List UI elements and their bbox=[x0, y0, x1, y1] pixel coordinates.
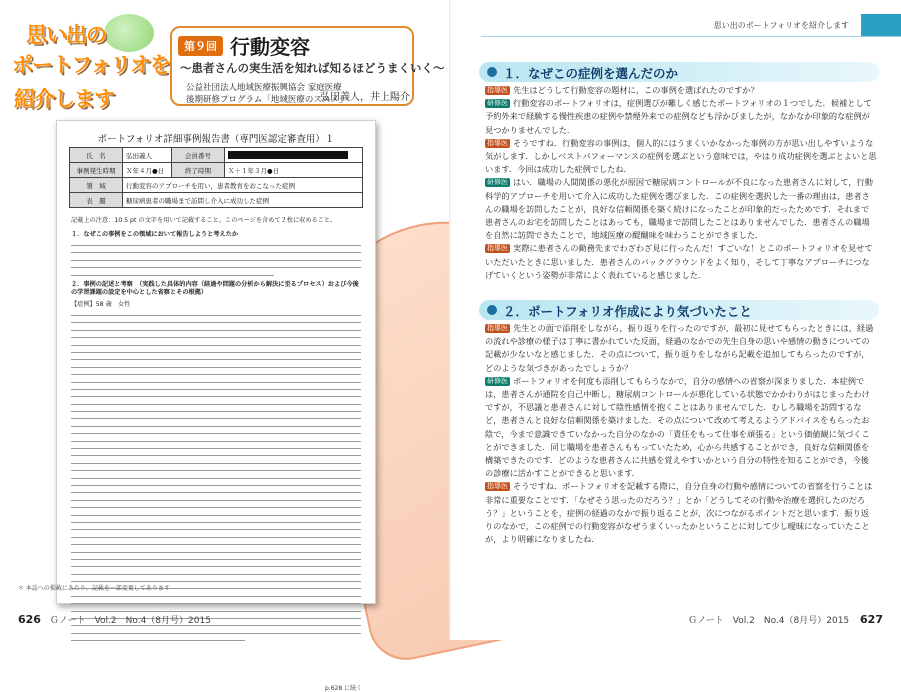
text-line bbox=[71, 552, 361, 553]
bullet-icon bbox=[487, 305, 497, 315]
text-line bbox=[71, 633, 361, 634]
text-line bbox=[71, 485, 361, 486]
text-line bbox=[71, 515, 361, 516]
dialog-teacher bbox=[485, 84, 877, 97]
text-line bbox=[71, 374, 361, 375]
dialog-teacher bbox=[485, 242, 877, 282]
bullet-icon bbox=[487, 67, 497, 77]
episode-title: 行動変容 bbox=[230, 35, 310, 59]
teacher-tag: 指導医 bbox=[487, 482, 508, 491]
cell-value: Ｘ＋１年３月●日 bbox=[225, 163, 363, 178]
right-page bbox=[451, 0, 901, 640]
text-line bbox=[71, 396, 361, 397]
redaction-bar bbox=[228, 151, 348, 159]
report-info-table bbox=[69, 147, 363, 208]
org-line: 公益社団法人地域医療振興協会 家庭医療 bbox=[186, 83, 342, 93]
right-folio bbox=[688, 613, 883, 626]
dialog-text: ポートフォリオを何度も添削してもらうなかで，自分の感情への省察が深まりました．本症例では，患者さんが通院を自己中断し，糖尿病コントロールが悪化している状態でかかわりがはじまったわけですが，不思議と患者さんに対して陰性感情を抱くことはありませんでした．むしろ職場を訪問するなど，患者さんと良好な信頼関係を築けました．その点について改めて考えるようアドバイスをもらったお陰で，今まで意識できていなかった自分のなかの「責任をもって仕事を頑張る」という価値観に気づくことができました．同じ職場を患者さんももっていたため，心から共感することができ，良好な信頼関係を構築できたのです．どのような患者さんに共感を覚えやすいかという自分の特性を知ることができ，今後の診療に活かすことができると思います． bbox=[485, 375, 870, 479]
teacher-tag: 指導医 bbox=[487, 244, 508, 253]
page-number: 627 bbox=[860, 613, 883, 626]
text-line bbox=[71, 389, 361, 390]
journal-info: Ｇノート Vol.2 No.4（8月号）2015 bbox=[49, 616, 211, 626]
cell-value: 行動変容のアプローチを用い，患者教育をおこなった症例 bbox=[123, 178, 363, 193]
dialog-text: 先生はどうして行動変容の題材に，この事例を選ばれたのですか？ bbox=[513, 85, 759, 95]
section1-text bbox=[71, 245, 361, 282]
text-line bbox=[71, 433, 361, 434]
resident-tag: 研修医 bbox=[487, 99, 508, 108]
member-number-redacted bbox=[225, 148, 363, 163]
text-line bbox=[71, 245, 361, 246]
dialog-text: 行動変容のポートフォリオは，症例選びが難しく感じたポートフォリオの１つでした．候補として予約外来で経験する慢性疾患の症例や禁煙外来での症例なども浮かびましたが，なかなか印象的な症例が見つかりませんでした． bbox=[485, 98, 872, 135]
section1-dialog bbox=[485, 84, 877, 282]
text-line bbox=[71, 260, 361, 261]
continued-note: p.628 に続く bbox=[325, 685, 363, 692]
text-line bbox=[71, 359, 361, 360]
text-line bbox=[71, 367, 361, 368]
running-head: 思い出のポートフォリオを紹介します bbox=[713, 21, 849, 30]
text-line bbox=[71, 267, 361, 268]
text-line bbox=[71, 492, 361, 493]
cell-label: 事例発生時期 bbox=[70, 163, 123, 178]
dialog-text: そうですね．ポートフォリオを記載する際に，自分自身の行動や感情についての省察を行うことは非常に重要なことです．「なぜそう思ったのだろう？」とか「どうしてその行動や治療を選択したのだろう？」ということを，症例の経過のなかで振り返ることが，次につながるポイントだと思います．振り返りのなかで，この症例での行動変容がなぜうまくいったかということに対して少し曖昧になっていたことが，より明確になりましたね． bbox=[485, 481, 873, 545]
text-line bbox=[71, 522, 361, 523]
text-line bbox=[71, 581, 361, 582]
case-body-text bbox=[71, 315, 361, 648]
text-line bbox=[71, 470, 361, 471]
dialog-text: そうですね．行動変容の事例は，個人的にはうまくいかなかった事例の方が思い出しやすいような気がします．しかしベストパフォーマンスの症例を選ぶという意味では，やはり成功症例を選ぶとよいと思います．今回は成功した症例でしたね． bbox=[485, 137, 877, 175]
episode-subtitle: ～患者さんの実生活を知れば知るほどうまくいく～ bbox=[180, 61, 445, 75]
teacher-tag: 指導医 bbox=[487, 324, 508, 332]
text-line bbox=[71, 463, 361, 464]
authors: 弘田義人，井上陽介 bbox=[320, 92, 410, 103]
cell-label: 領 域 bbox=[70, 178, 123, 193]
text-line bbox=[71, 596, 361, 597]
text-line bbox=[71, 426, 361, 427]
text-line bbox=[71, 404, 361, 405]
text-line bbox=[71, 382, 361, 383]
table-row bbox=[70, 148, 363, 163]
case-heading: 【症例】58 歳 女性 bbox=[71, 301, 131, 308]
text-line bbox=[71, 337, 361, 338]
text-line bbox=[71, 330, 361, 331]
text-line bbox=[71, 537, 361, 538]
text-line bbox=[71, 411, 361, 412]
banner-line-2: ポートフォリオを bbox=[12, 53, 171, 77]
teacher-tag: 指導医 bbox=[487, 86, 508, 94]
dialog-resident bbox=[485, 97, 877, 137]
dialog-resident bbox=[485, 375, 877, 481]
cell-value: Ｘ年４月●日 bbox=[123, 163, 172, 178]
section2-heading: ２．事例の記述と考察 （実践した具体的内容（経過や問題の分析から解決に至るプロセス）および今後の学習課題の設定を中心とした省察とその根拠） bbox=[71, 281, 359, 297]
cell-label: 氏 名 bbox=[70, 148, 123, 163]
header-rule bbox=[481, 36, 901, 37]
section1-heading bbox=[479, 62, 879, 82]
text-line bbox=[71, 611, 361, 612]
text-line bbox=[71, 418, 361, 419]
dialog-teacher bbox=[485, 137, 877, 177]
banner-line-3: 紹介します bbox=[14, 87, 114, 111]
text-line bbox=[71, 478, 361, 479]
teacher-tag: 指導医 bbox=[487, 138, 508, 147]
text-line bbox=[71, 559, 361, 560]
org-line: 後期研修プログラム「地域医療のススメ」 bbox=[186, 95, 348, 105]
text-line bbox=[71, 566, 361, 567]
cell-label: 表 題 bbox=[70, 193, 123, 208]
instruction-note: 記載上の注意：10.5 pt の文字を用いて記載すること。このページを含めて２枚に収めること。 bbox=[71, 217, 337, 224]
section1-title: １．なぜこの症例を選んだのか bbox=[503, 66, 679, 81]
dialog-text: はい．職場の人間関係の悪化が原因で糖尿病コントロールが不良になった患者さんに対して，行動科学的アプローチを用いて介入に成功した症例を選びました．この症例を選択した一番の理由は，患者さんの職場を訪問したことが，良好な信頼関係を築く続けになったことが印象的だったためです．それまで患者さんのお宅を訪問したことはあっても，職場まで訪問したことはありませんでした．患者さんの職場を自然に訪問できたことで，地域医療の醍醐味を味わうことができました． bbox=[485, 177, 873, 241]
text-line bbox=[71, 345, 361, 346]
report-title: ポートフォリオ詳細事例報告書（専門医認定審査用）１ bbox=[97, 134, 335, 145]
left-page bbox=[0, 0, 450, 692]
cell-value: 糖尿病患者の職場まで訪問し介入に成功した症例 bbox=[123, 193, 363, 208]
text-line bbox=[71, 500, 361, 501]
text-line bbox=[71, 455, 361, 456]
table-row bbox=[70, 193, 363, 208]
section2-dialog bbox=[485, 322, 877, 546]
text-line bbox=[71, 544, 361, 545]
text-line bbox=[71, 441, 361, 442]
text-line bbox=[71, 507, 361, 508]
journal-info: Ｇノート Vol.2 No.4（8月号）2015 bbox=[688, 616, 850, 626]
cell-value: 弘田義人 bbox=[123, 148, 172, 163]
table-row bbox=[70, 163, 363, 178]
banner-line-1: 思い出の bbox=[26, 23, 106, 47]
cell-label: 会員番号 bbox=[172, 148, 225, 163]
photo-album-icon bbox=[104, 14, 154, 52]
dialog-teacher bbox=[485, 480, 877, 546]
resident-tag: 研修医 bbox=[487, 178, 508, 187]
text-line bbox=[71, 640, 245, 641]
text-line bbox=[71, 252, 361, 253]
episode-badge: 第９回 bbox=[178, 36, 223, 56]
series-banner bbox=[12, 10, 172, 118]
section1-heading: １．なぜこの事例をこの領域において報告しようと考えたか bbox=[71, 231, 239, 238]
left-folio bbox=[18, 613, 211, 626]
text-line bbox=[71, 529, 361, 530]
resident-tag: 研修医 bbox=[487, 376, 508, 385]
section-tab bbox=[861, 14, 901, 36]
dialog-text: 先生との面で添削をしながら，振り返りを行ったのですが，最初に見せてもらったときには，経過の流れや診療の様子は丁寧に書かれていた反面，経過のなかでの先生自身の思いや感情の動きについての記載が少ないなと感じました．その点について，振り返りをしながら記載を追加してもらったのですが，どのような気づきがあったでしょうか？ bbox=[485, 323, 874, 373]
text-line bbox=[71, 275, 274, 276]
text-line bbox=[71, 352, 361, 353]
text-line bbox=[71, 603, 361, 604]
text-line bbox=[71, 315, 361, 316]
dialog-teacher bbox=[485, 322, 877, 375]
dialog-text: 実際に患者さんの勤務先までわざわざ見に行ったんだ！すごいな！とこのポートフォリオを見せていただいたときに思いました．患者さんのバックグラウンドをよく知り，そして丁寧なアプローチにつなげていくという姿勢が非常によく表れていると感じました． bbox=[485, 243, 873, 280]
section2-heading bbox=[479, 300, 879, 320]
table-row bbox=[70, 178, 363, 193]
dialog-resident bbox=[485, 176, 877, 242]
section2-title: ２．ポートフォリオ作成により気づいたこと bbox=[503, 304, 752, 319]
text-line bbox=[71, 574, 361, 575]
footnote: ＊ 本誌への掲載にあたり，記載を一部変更してあります bbox=[18, 585, 170, 592]
page-number: 626 bbox=[18, 613, 41, 626]
text-line bbox=[71, 448, 361, 449]
text-line bbox=[71, 322, 361, 323]
cell-label: 終了時期 bbox=[172, 163, 225, 178]
